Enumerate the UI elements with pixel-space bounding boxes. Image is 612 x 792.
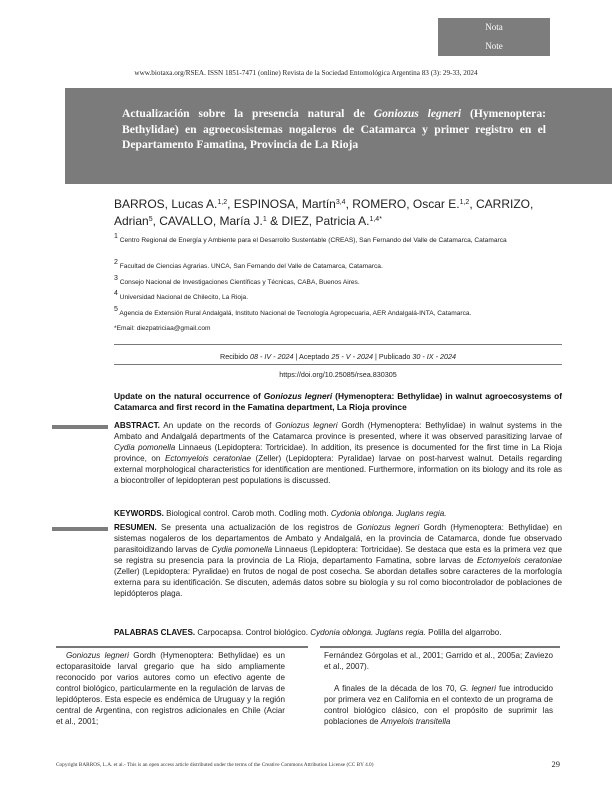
species-name: Goniozus legneri xyxy=(263,391,333,401)
divider xyxy=(114,364,562,365)
affiliation: $^1$ Centro Regional de Energía y Ambiente para el Desarrollo Sustentable (CREAS), San Fernando del Valle de Catamarca, Catamarca xyxy=(114,233,507,244)
author: CARRIZO, Adrian$^5$, xyxy=(114,197,534,228)
doi-link[interactable]: https://doi.org/10.25085/rsea.830305 xyxy=(279,370,397,379)
note-label-es: Nota xyxy=(485,22,503,32)
author: CAVALLO, María J.$^1$ & xyxy=(159,214,282,228)
species-name: Goniozus legneri xyxy=(373,107,462,120)
page-number: 29 xyxy=(551,759,560,769)
affiliation: $^2$ Facultad de Ciencias Agrarias. UNCA, San Fernando del Valle de Catamarca, Catamarca. xyxy=(114,259,383,270)
author: ROMERO, Oscar E.$^{1,2}$, xyxy=(352,197,476,211)
article-title: Actualización sobre la presencia natural de Goniozus legneri (Hymenoptera: Bethylidae) en agroecosistemas nogaleros de Catamarca y primer registro en el Departamento Famatina, Provincia de La Rioja xyxy=(122,107,546,151)
section-marker-bar xyxy=(52,425,108,429)
keywords: KEYWORDS. Biological control. Carob moth. Codling moth. Cydonia oblonga. Juglans regia. xyxy=(114,509,447,518)
author-list xyxy=(114,196,562,230)
divider xyxy=(320,646,560,648)
english-title: Update on the natural occurrence of Goniozus legneri (Hymenoptera: Bethylidae) in walnut agroecosystems of Catamarca and first record in the Famatina department, La Rioja province xyxy=(114,391,563,412)
resumen: RESUMEN. Se presenta una actualización de los registros de Goniozus legneri Gordh (Hymenoptera: Bethylidae) en sistemas nogaleros de los departamentos de Ambato y Andalgalá, en la provincia de Catamarca, donde fue observado parasitoidizando larvas de Cydia pomonella Linnaeus (Lepidoptera: Tortricidae). Se destaca que esta es la primera vez que se registra su presencia para la provincia de La Rioja, departamento Famatina, sobre larvas de Ectomyelois ceratoniae (Zeller) (Lepidoptera: Pyralidae) en frutos de nogal de post cosecha. Se abordan detalles sobre caracteres de la morfología externa para su identificación. Se discuten, además datos sobre su biología y su rol como biocontrolador de poblaciones de lepidópteros plaga. xyxy=(114,523,563,598)
affiliation: $^4$ Universidad Nacional de Chilecito, La Rioja. xyxy=(114,290,249,301)
note-badge xyxy=(438,18,550,56)
note-label-en: Note xyxy=(485,41,503,51)
affiliation: $^5$ Agencia de Extensión Rural Andalgalá, Instituto Nacional de Tecnología Agropecuaria, AER Andalgalá-INTA, Catamarca. xyxy=(114,306,472,317)
body-column-right: Fernández Górgolas et al., 2001; Garrido et al., 2005a; Zaviezo et al., 2007). A finales de la década de los 70, G. legneri fue introducido por primera vez en California en el contexto de un programa de control biológico clásico, con el propósito de suprimir las poblaciones de Amyelois transitella xyxy=(324,651,553,726)
author: ESPINOSA, Martín$^{3,4}$, xyxy=(233,197,353,211)
abstract: ABSTRACT. An update on the records of Goniozus legneri Gordh (Hymenoptera: Bethylidae) in walnut systems in the Ambato and Andalgalá departments of the Catamarca province is presented, where it was observed parasitizing larvae of Cydia pomonella Linnaeus (Lepidoptera: Tortricidae). In addition, its presence is documented for the first time in La Rioja province, on Ectomyelois ceratoniae (Zeller) (Lepidoptera: Pyralidae) larvae on post-harvest walnut. Details regarding external morphological characteristics for identification are mentioned. Furthermore, information on its biology and its role as a biocontroller of lepidopteran pest populations is discussed. xyxy=(114,421,562,485)
corresponding-email[interactable]: *Email: diezpatriciaa@gmail.com xyxy=(114,325,211,332)
body-column-left: Goniozus legneri Gordh (Hymenoptera: Bethylidae) es un ectoparasitoide larval gregario que ha sido ampliamente reconocido por varios autores como un efectivo agente de control biológico, particularmente en la regulación de larvas de lepidópteros. Esta especie es endémica de Uruguay y la región central de Argentina, con registros adicionales en Chile (Aciar et al., 2001; xyxy=(56,651,285,726)
author: DIEZ, Patricia A.$^{1,4*}$ xyxy=(281,214,382,228)
publication-dates: Recibido 08 - IV - 2024 | Aceptado 25 - V - 2024 | Publicado 30 - IX - 2024 xyxy=(220,352,456,361)
divider xyxy=(56,646,308,648)
palabras-claves: PALABRAS CLAVES. Carpocapsa. Control biológico. Cydonia oblonga. Juglans regia. Polilla del algarrobo. xyxy=(114,628,502,637)
copyright-notice: Copyright BARROS, L.A. et al.- This is an open access article distributed under the terms of the Creative Commons Attribution License (CC BY 4.0) xyxy=(56,762,374,768)
divider xyxy=(114,344,562,345)
affiliation: $^3$ Consejo Nacional de Investigaciones Científicas y Técnicas, CABA, Buenos Aires. xyxy=(114,275,360,286)
author: BARROS, Lucas A.$^{1,2}$, xyxy=(114,197,234,211)
journal-reference: www.biotaxa.org/RSEA. ISSN 1851-7471 (online) Revista de la Sociedad Entomológica Argentina 83 (3): 29-33, 2024 xyxy=(134,69,478,77)
section-marker-bar xyxy=(52,527,108,531)
